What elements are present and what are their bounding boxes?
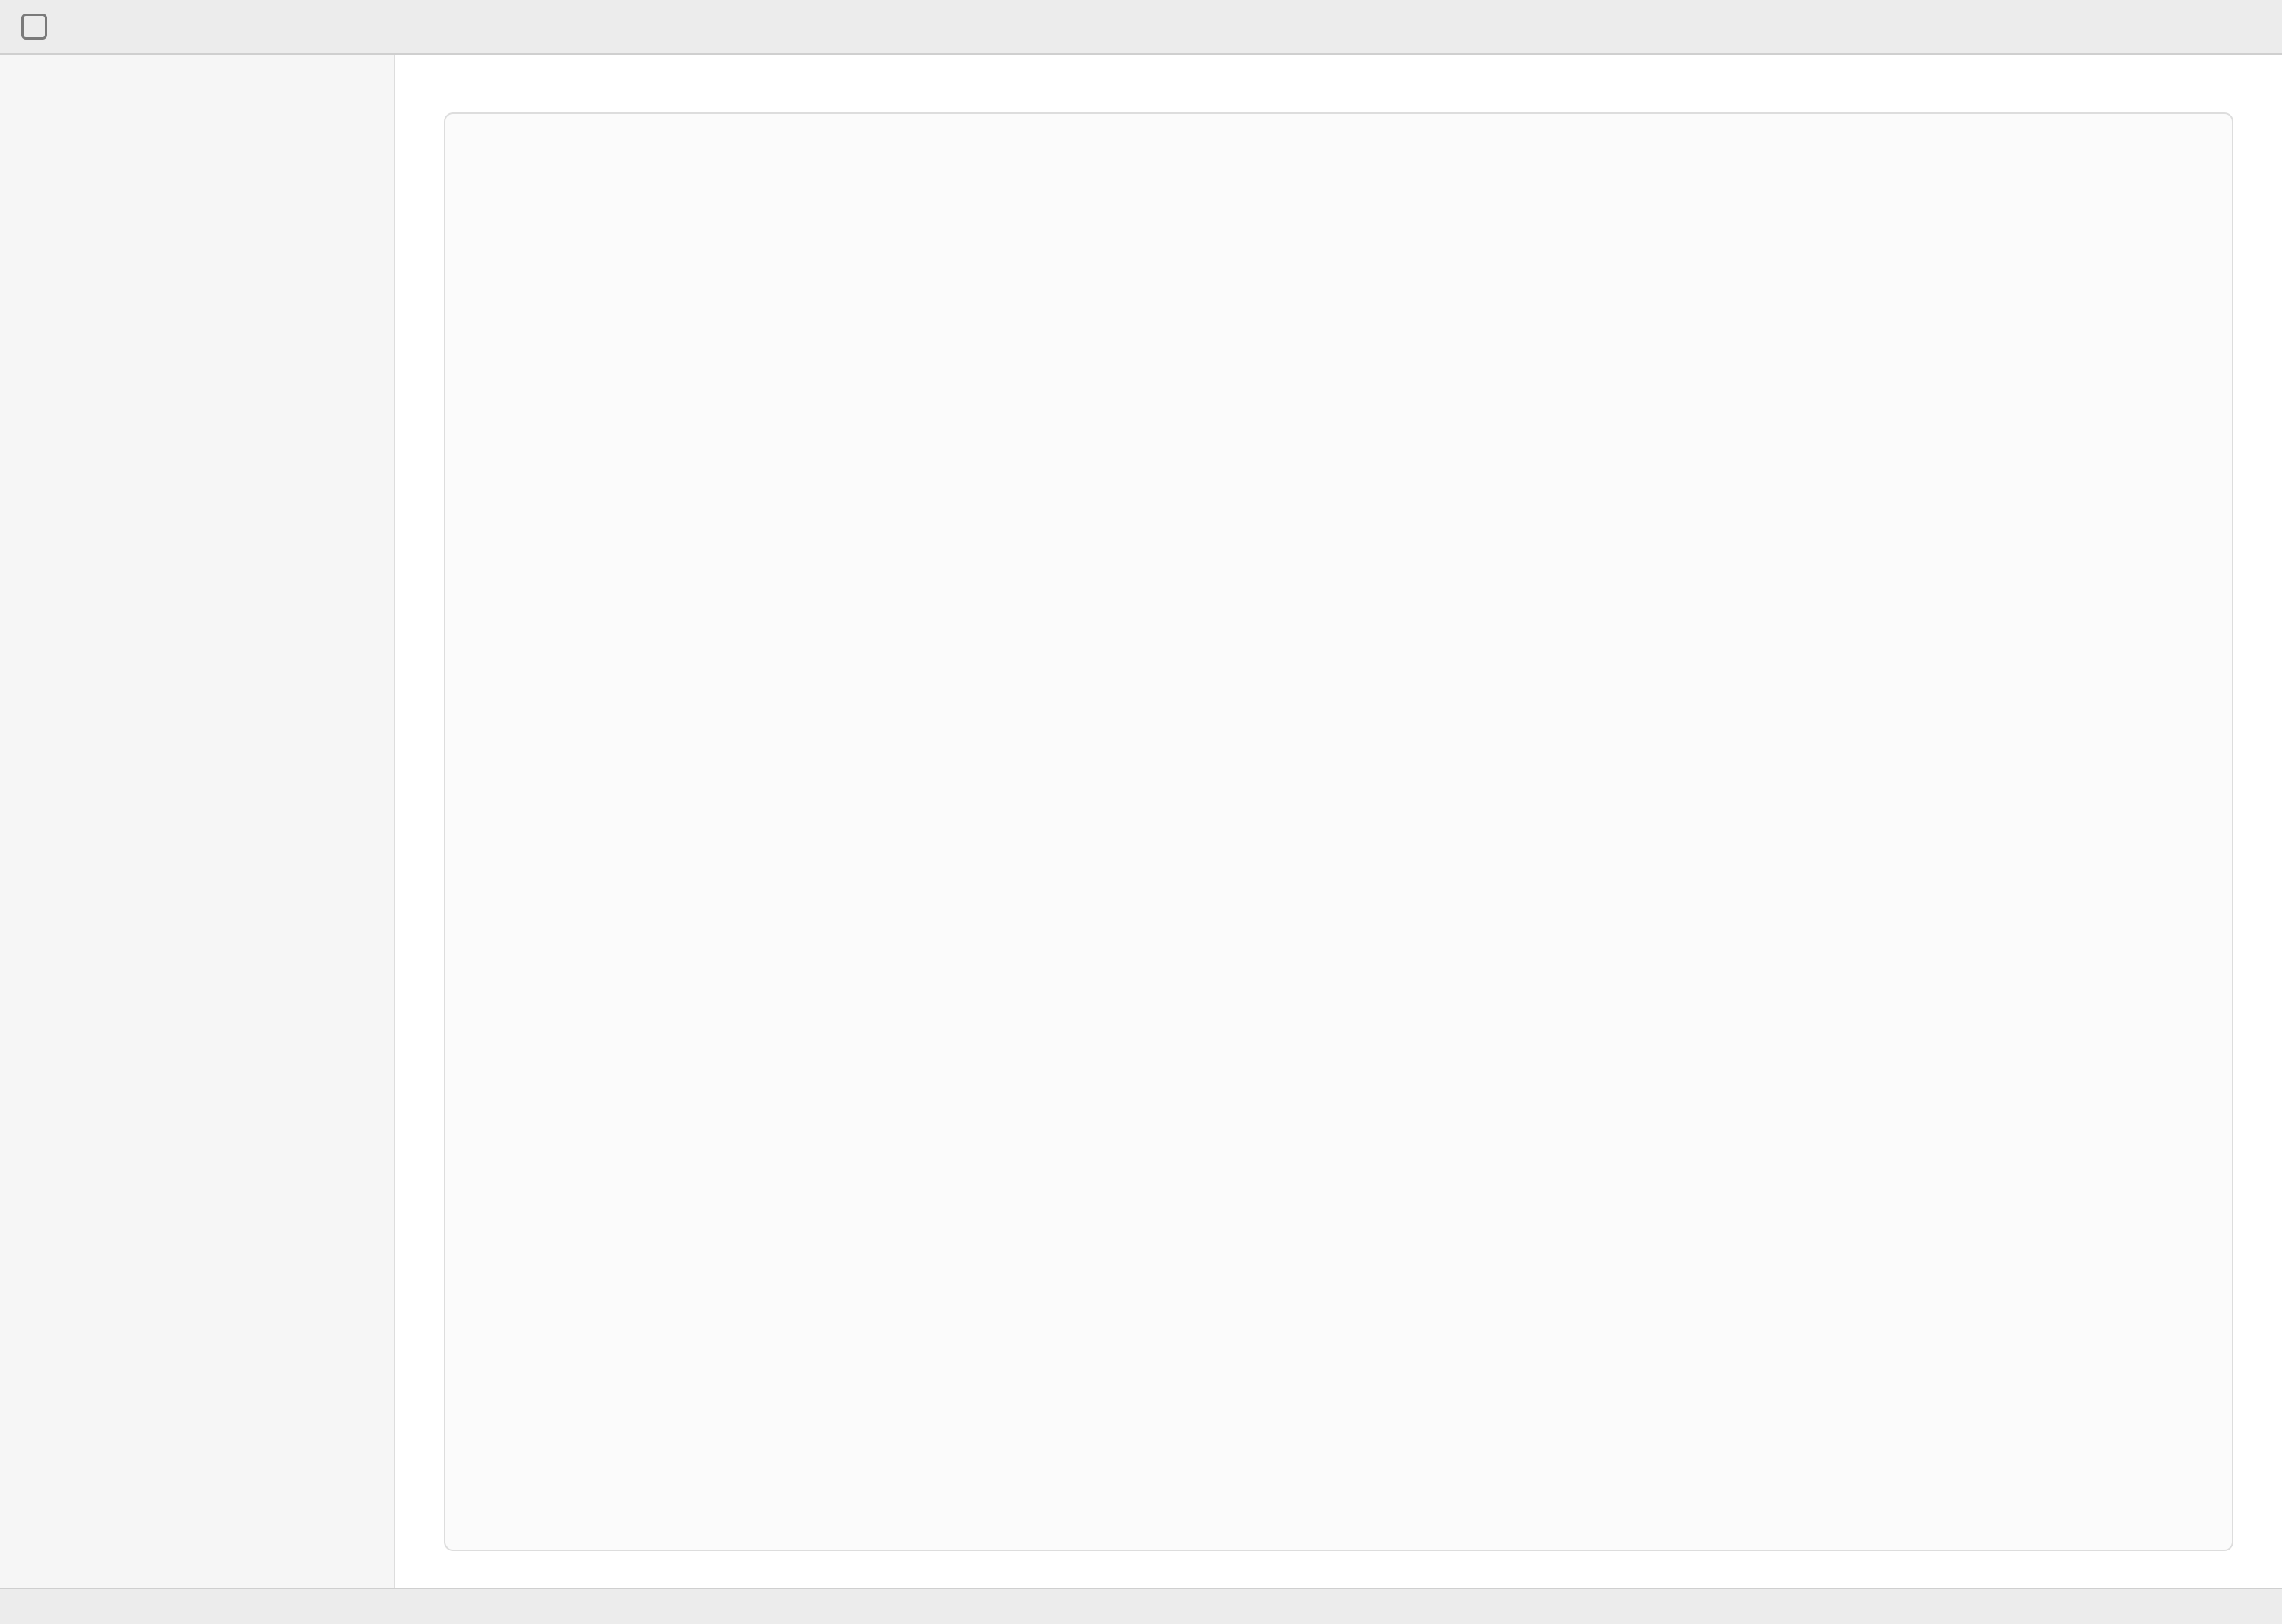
content-area bbox=[0, 55, 2282, 1588]
content-panel bbox=[444, 112, 2233, 1551]
title-bar bbox=[0, 0, 2282, 55]
sidebar bbox=[0, 55, 395, 1588]
main-panel bbox=[395, 55, 2282, 1588]
app-icon bbox=[21, 14, 47, 40]
status-bar bbox=[0, 1588, 2282, 1624]
